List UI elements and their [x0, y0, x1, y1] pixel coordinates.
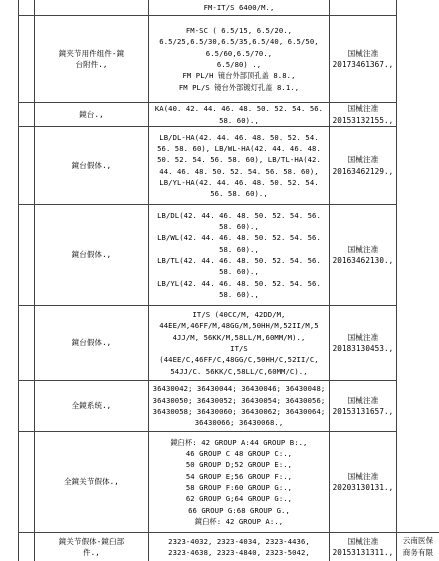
specs-line: 2323-4638, 2323-4840, 2323-5042, [168, 548, 310, 557]
row-1-cert-cell [330, 16, 396, 102]
specs-line: LB/YL-HA(42. 44. 46. 48. 50. 52. 54. [159, 177, 319, 187]
name-line: 全鏡关节假体., [64, 477, 119, 487]
name-line: 台附件., [75, 60, 108, 69]
cert-line: 20173461367., [332, 60, 394, 69]
row-4-cert-cell [330, 205, 396, 305]
specs-line: 58. 60)., [219, 267, 259, 277]
row-2-specs-cell [149, 103, 329, 126]
specs-line: 36430042; 36430044; 36430046; 36430048; [152, 384, 326, 394]
row-3-cert-cell [330, 127, 396, 204]
row-2-cert-cell [330, 103, 396, 126]
row-7-name-cell [35, 432, 148, 532]
specs-line: 44. 46. 48. 50. 52. 54. 56. 58. 60), [159, 166, 319, 176]
specs-line: LB/TL(42. 44. 46. 48. 50. 52. 54. 56. [157, 256, 321, 265]
specs-line: 4JJ/M, 56KK/M,58LL/M,60MM/M)., [172, 332, 306, 342]
specs-line: 58. 60)., [219, 222, 259, 232]
specs-line: 44EE/M,46FF/M,48GG/M,50HH/M,52II/M,5 [159, 321, 319, 331]
row-1-specs-cell [149, 16, 329, 102]
note-line: 商务有限 [402, 548, 434, 557]
name-line: 鏡台假体., [71, 338, 112, 348]
table-border-left [18, 0, 19, 561]
cert-line: 国械注准 [347, 244, 379, 254]
row-1-name-cell [35, 16, 148, 102]
specs-line: 36430050; 36430052; 36430054; 36430056; [152, 395, 326, 405]
cert-line: 国械注准 [347, 104, 379, 114]
specs-line: 62 GROUP G;64 GROUP G:., [185, 494, 293, 504]
specs-line: KA(40. 42. 44. 46. 48. 50. 52. 54. 56. [154, 104, 324, 114]
specs-line: (44EE/C,46FF/C,48GG/C,50HH/C,52II/C, [159, 355, 319, 365]
row-8-name-cell [35, 533, 148, 561]
cert-line: 20163462130., [332, 256, 394, 265]
cert-line: 国械注准 [347, 395, 379, 405]
specs-line: LB/DL-HA(42. 44. 46. 48. 50. 52. 54. [159, 132, 319, 142]
cert-line: 20153131311., [332, 548, 394, 557]
specs-line: FM PL/S 镜台外部镀灯孔盖 8.1., [178, 82, 300, 92]
row-6-cert-cell [330, 381, 396, 431]
specs-line: FM PL/H 镜台外部顶孔盖 8.8., [182, 71, 296, 81]
specs-line: 58. 60)., [219, 289, 259, 299]
specs-line: FM-SC ( 6.5/15, 6.5/20., [185, 26, 293, 36]
specs-line: 56. 58. 60), LB/WL-HA(42. 44. 46. 48. [157, 143, 321, 153]
note-line: 云南医保 [402, 536, 434, 545]
specs-line: 54JJ/C. 56KK/C,58LL/C,60MM/C)., [170, 366, 308, 376]
row-4-name-cell [35, 205, 148, 305]
row-7-specs-cell [149, 432, 329, 532]
specs-line: 36430066; 36430068., [194, 418, 284, 428]
row-5-specs-cell [149, 306, 329, 380]
specs-line: IT/S [230, 344, 248, 353]
row-3-name-cell [35, 127, 148, 204]
specs-line: LB/WL(42. 44. 46. 48. 50. 52. 54. 56. [157, 233, 321, 243]
specs-line: 6.5/60,6.5/70., [205, 48, 273, 58]
row-8-note-cell [397, 533, 439, 561]
row-8-cert-cell [330, 533, 396, 561]
row-0-specs-cell [149, 1, 329, 15]
specs-line: FM-IT/S 6400/M., [203, 3, 275, 13]
cert-line: 国械注准 [347, 332, 379, 342]
specs-line: 6.5/80) ., [216, 60, 262, 69]
cert-line: 20203130131., [332, 483, 394, 492]
row-5-name-cell [35, 306, 148, 380]
specs-line: 6.5/25,6.5/30,6.5/35,6.5/40, 6.5/50, [159, 37, 319, 47]
specs-line: LB/YL(42. 44. 46. 48. 50. 52. 54. 56. [157, 278, 321, 288]
specs-line: 46 GROUP C 48 GROUP C:., [185, 449, 293, 459]
specs-line: 鏡臼杯: 42 GROUP A:., [194, 516, 284, 526]
cert-line: 国械注准 [347, 536, 379, 546]
name-line: 全鏡系统., [71, 401, 112, 411]
specs-line: 50. 52. 54. 56. 58. 60), LB/TL-HA(42. [157, 155, 321, 165]
row-5-cert-cell [330, 306, 396, 380]
row-4-specs-cell [149, 205, 329, 305]
specs-line: 54 GROUP E;56 GROUP F:., [185, 471, 293, 481]
name-line: 鏡台., [79, 109, 104, 119]
specs-line: IT/S (40CC/M, 42DD/M, [192, 310, 286, 320]
cert-line: 国械注准 [347, 48, 379, 58]
row-7-cert-cell [330, 432, 396, 532]
specs-line: 66 GROUP G:68 GROUP G., [188, 505, 290, 515]
cert-line: 20153131657., [332, 407, 394, 416]
row-6-specs-cell [149, 381, 329, 431]
name-line: 鏡台假体., [71, 250, 112, 260]
column-divider [396, 0, 397, 561]
cert-line: 20153132155., [332, 115, 394, 125]
specs-line: 56. 58. 60)., [210, 189, 268, 199]
name-line: 件., [83, 548, 100, 557]
specs-line: 2323-4032, 2323-4034, 2323-4436, [168, 536, 310, 546]
cert-line: 国械注准 [347, 155, 379, 165]
specs-line: LB/DL(42. 44. 46. 48. 50. 52. 54. 56. [157, 210, 321, 220]
name-line: 鏡夹节用件组件-鏡 [58, 48, 125, 58]
cert-line: 20183130453., [332, 344, 394, 353]
name-line: 鏡关节假体-鏡臼部 [58, 536, 125, 546]
specs-line: 58. 60)., [219, 115, 259, 125]
row-6-name-cell [35, 381, 148, 431]
row-8-specs-cell [149, 533, 329, 561]
row-3-specs-cell [149, 127, 329, 204]
specs-line: 36430058; 36430060; 36430062; 36430064; [152, 407, 326, 416]
row-2-name-cell [35, 103, 148, 126]
name-line: 鏡台假体., [71, 160, 112, 170]
specs-line: 鏡臼杯: 42 GROUP A:44 GROUP B:., [170, 437, 308, 447]
specs-line: 58 GROUP F:60 GROUP G:., [185, 483, 293, 492]
specs-line: 58. 60)., [219, 244, 259, 254]
cert-line: 国械注准 [347, 471, 379, 481]
specs-line: 50 GROUP D;52 GROUP E:., [185, 460, 293, 470]
cert-line: 20163462129., [332, 166, 394, 176]
